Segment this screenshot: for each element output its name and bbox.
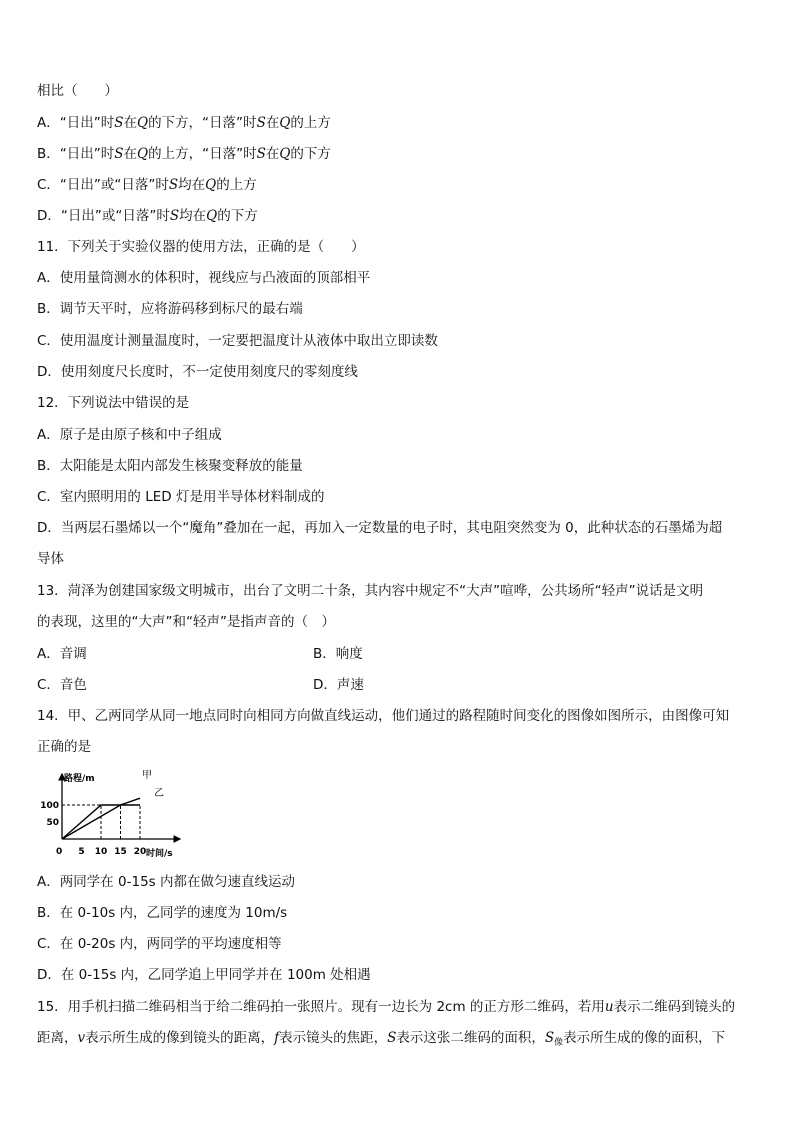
text-run: 的下方，“日落”时 — [148, 115, 257, 131]
text-line — [37, 207, 258, 225]
math-variable: Q — [279, 115, 291, 131]
math-variable: S — [387, 1030, 397, 1046]
text-run: 距离， — [37, 1030, 78, 1046]
text-run: 表示所生成的像到镜头的距离， — [85, 1030, 275, 1046]
text-line — [37, 519, 722, 537]
text-line — [313, 645, 363, 663]
y-tick-label: 50 — [46, 818, 59, 828]
text-run: 13．菏泽为创建国家级文明城市，出台了文明二十条，其内容中规定不“大声”喧哗，公共场所“轻声”说话是文明 — [37, 583, 704, 599]
math-variable: S — [114, 115, 124, 131]
text-run: 的上方 — [216, 177, 257, 193]
text-run: B．调节天平时，应将游码移到标尺的最右端 — [37, 301, 303, 317]
math-variable: Q — [279, 146, 291, 162]
origin-label: 0 — [56, 847, 63, 857]
text-run: 在 — [265, 146, 280, 162]
text-run: C．“日出”或“日落”时 — [37, 177, 169, 193]
text-run: B．响度 — [313, 646, 363, 662]
text-line — [37, 676, 87, 694]
text-run: A．音调 — [37, 646, 87, 662]
text-run: 在 — [123, 146, 137, 162]
text-line — [37, 935, 282, 953]
text-run: 均在 — [178, 177, 206, 193]
text-run: D．“日出”或“日落”时 — [37, 208, 170, 224]
y-axis-label: 路程/m — [64, 774, 95, 784]
text-run: 导体 — [37, 551, 64, 567]
text-run: D．使用刻度尺长度时，不一定使用刻度尺的零刻度线 — [37, 364, 358, 380]
text-run: A．使用量筒测水的体积时，视线应与凸液面的顶部相平 — [37, 270, 371, 286]
text-run: 12．下列说法中错误的是 — [37, 395, 190, 411]
text-line — [37, 145, 331, 163]
text-line — [37, 82, 118, 100]
text-run: A．两同学在 0-15s 内都在做匀速直线运动 — [37, 874, 295, 890]
text-line — [37, 332, 438, 350]
math-variable: Q — [205, 177, 217, 193]
text-line — [37, 394, 189, 412]
math-variable: u — [604, 999, 614, 1015]
text-line — [37, 873, 295, 891]
text-run: C．室内照明用的 LED 灯是用半导体材料制成的 — [37, 489, 325, 505]
text-run: 15．用手机扫描二维码相当于给二维码拍一张照片。现有一边长为 2cm 的正方形二维码，若用 — [37, 999, 605, 1015]
x-tick-label: 10 — [94, 847, 108, 857]
text-run: 在 — [123, 115, 137, 131]
text-run: D．当两层石墨烯以一个“魔角”叠加在一起，再加入一定数量的电子时，其电阻突然变为 0，此种状态的石墨烯为超 — [37, 520, 723, 536]
text-run: 的表现，这里的“大声”和“轻声”是指声音的（ ） — [37, 614, 335, 630]
text-line — [37, 582, 703, 600]
distance-time-graph — [40, 770, 190, 862]
text-run: 14．甲、乙两同学从同一地点同时向相同方向做直线运动，他们通过的路程随时间变化的图像如图所示，由图像可知 — [37, 708, 730, 724]
text-line — [37, 488, 324, 506]
text-line — [37, 363, 358, 381]
math-variable: S — [169, 208, 180, 224]
text-run: B．在 0-10s 内，乙同学的速度为 10m/s — [37, 905, 288, 921]
text-line — [37, 904, 287, 922]
text-line — [37, 457, 303, 475]
series-label-yi: 乙 — [154, 788, 164, 799]
text-line — [37, 738, 91, 756]
text-run: 相比（ ） — [37, 83, 118, 99]
math-variable: S — [544, 1030, 555, 1046]
x-tick-label: 5 — [78, 847, 85, 857]
y-tick-label: 100 — [40, 801, 59, 811]
text-line — [37, 613, 335, 631]
math-variable: S — [256, 115, 266, 131]
math-variable: S — [256, 146, 266, 162]
text-run: 像 — [554, 1038, 564, 1048]
text-run: 正确的是 — [37, 739, 91, 755]
text-run: A．“日出”时 — [37, 115, 115, 131]
text-run: C．音色 — [37, 677, 87, 693]
x-tick-label: 15 — [114, 847, 127, 857]
series-label-jia: 甲 — [142, 770, 152, 781]
text-run: 的下方 — [217, 208, 258, 224]
x-tick-label: 20 — [133, 847, 147, 857]
text-line — [37, 707, 729, 725]
math-variable: S — [168, 177, 179, 193]
math-variable: v — [77, 1030, 86, 1046]
text-run: C．在 0-20s 内，两同学的平均速度相等 — [37, 936, 282, 952]
text-run: 的下方 — [290, 146, 331, 162]
text-line — [37, 998, 735, 1016]
text-line — [37, 550, 64, 568]
text-run: C．使用温度计测量温度时，一定要把温度计从液体中取出立即读数 — [37, 333, 438, 349]
text-run: 均在 — [179, 208, 207, 224]
text-run: B．“日出”时 — [37, 146, 115, 162]
text-run: 表示这张二维码的面积， — [396, 1030, 545, 1046]
text-run: 表示二维码到镜头的 — [613, 999, 736, 1015]
x-axis-label: 时间/s — [146, 849, 173, 859]
text-run: 在 — [265, 115, 280, 131]
text-line — [37, 966, 371, 984]
math-variable: Q — [136, 115, 149, 131]
text-run: A．原子是由原子核和中子组成 — [37, 427, 222, 443]
text-line — [37, 176, 257, 194]
text-line — [37, 645, 87, 663]
text-line — [37, 269, 370, 287]
text-line — [313, 676, 364, 694]
text-run: 的上方 — [290, 115, 331, 131]
text-run: 表示镜头的焦距， — [279, 1030, 388, 1046]
text-run: B．太阳能是太阳内部发生核聚变释放的能量 — [37, 458, 303, 474]
math-variable: Q — [206, 208, 218, 224]
text-run: D．声速 — [313, 677, 364, 693]
math-variable: Q — [137, 146, 149, 162]
text-run: D．在 0-15s 内，乙同学追上甲同学并在 100m 处相遇 — [37, 967, 371, 983]
text-line — [37, 300, 303, 318]
text-run: 的上方，“日落”时 — [148, 146, 257, 162]
text-line — [37, 238, 365, 256]
text-line — [37, 1029, 725, 1052]
text-line — [37, 114, 331, 132]
text-line — [37, 426, 222, 444]
text-run: 表示所生成的像的面积，下 — [563, 1030, 726, 1046]
math-variable: f — [274, 1030, 280, 1046]
math-variable: S — [114, 146, 124, 162]
text-run: 11．下列关于实验仪器的使用方法，正确的是（ ） — [37, 239, 365, 255]
